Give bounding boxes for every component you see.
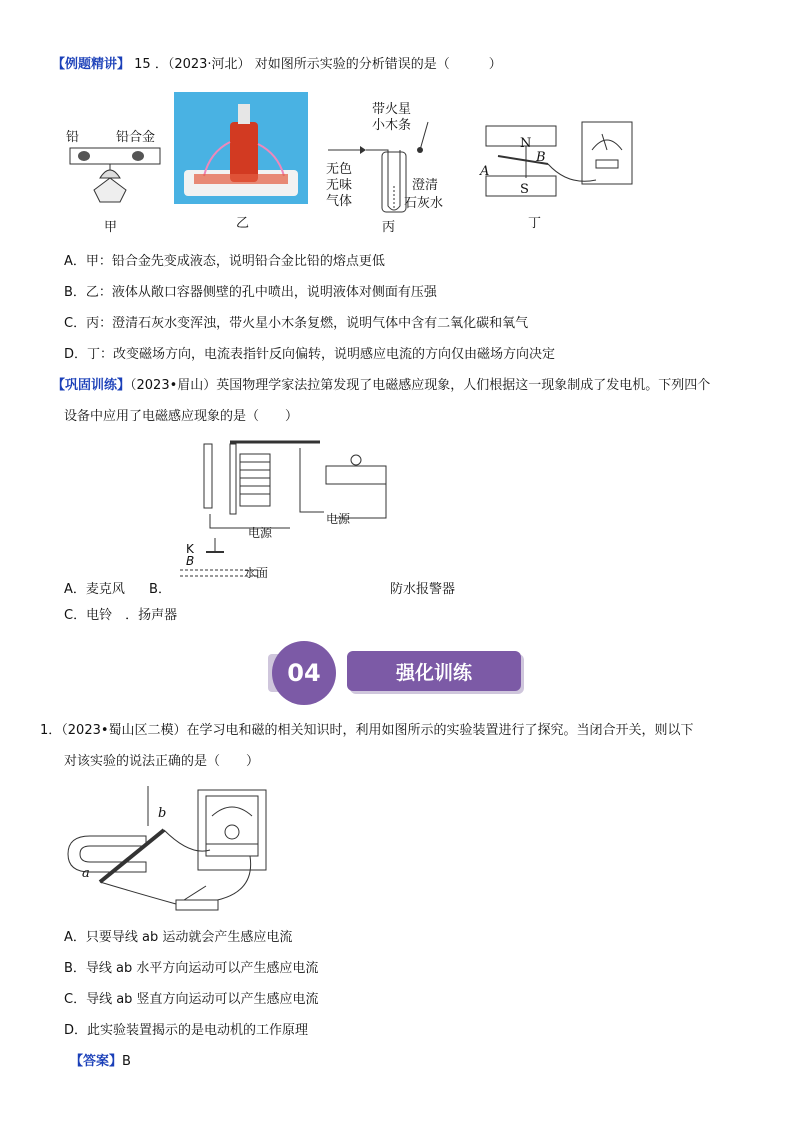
caption-jia: 甲	[104, 220, 118, 235]
label-water: 水面	[244, 566, 269, 580]
q1-answer	[70, 1053, 131, 1071]
induction-experiment	[60, 786, 280, 921]
figure-jia	[64, 120, 164, 235]
bottle-water-photo	[174, 92, 308, 204]
label-lime1: 澄清	[412, 178, 439, 193]
q1-line1: 1．（2023•蜀山区二模）在学习电和磁的相关知识时，利用如图所示的实验装置进行了探究。当闭合开关，则以下	[40, 723, 694, 738]
option-d: D．丁：改变磁场方向，电流表指针反向偏转，说明感应电流的方向仅由磁场方向决定	[64, 347, 556, 362]
electromagnetic-induction-apparatus	[478, 116, 638, 216]
label-power2: 电源	[326, 512, 351, 526]
practice-options-cd: C．电铃 ．扬声器	[64, 608, 178, 623]
practice-options-ab	[64, 581, 171, 599]
section-number-badge: 04	[272, 641, 336, 705]
q1-option-c: C．导线 ab 竖直方向运动可以产生感应电流	[64, 992, 319, 1007]
label-stick1: 带火星	[372, 102, 412, 117]
figure-bing	[324, 96, 454, 236]
example-source: ．（2023·河北）	[154, 57, 251, 72]
label-lime2: 石灰水	[404, 196, 444, 211]
q1-option-a: A．只要导线 ab 运动就会产生感应电流	[64, 930, 293, 945]
example-tag: 【例题精讲】	[52, 57, 131, 72]
figure-q1	[60, 786, 280, 921]
option-c: C．丙：澄清石灰水变浑浊，带火星小木条复燃，说明气体中含有二氧化碳和氧气	[64, 316, 529, 331]
label-S: S	[520, 182, 529, 197]
option-a: A．甲：铅合金先变成液态，说明铅合金比铅的熔点更低	[64, 254, 385, 269]
example-question: 对如图所示实验的分析错误的是（ ）	[254, 57, 502, 72]
label-A: A	[480, 164, 490, 179]
q1-option-d: D．此实验装置揭示的是电动机的工作原理	[64, 1023, 309, 1038]
answer-label: 【答案】	[70, 1054, 123, 1069]
label-N: N	[520, 136, 532, 151]
label-gas3: 气体	[326, 194, 353, 209]
label-power1: 电源	[248, 526, 273, 540]
q1-option-b: B．导线 ab 水平方向运动可以产生感应电流	[64, 961, 319, 976]
practice-line2: 设备中应用了电磁感应现象的是（ ）	[64, 409, 299, 424]
label-B2: B	[186, 554, 195, 568]
caption-ding: 丁	[528, 216, 542, 231]
q1-line2: 对该实验的说法正确的是（ ）	[64, 754, 260, 769]
caption-bing: 丙	[382, 220, 396, 235]
label-b: b	[158, 806, 167, 821]
answer-value: B	[122, 1054, 131, 1069]
label-lead: 铅	[66, 130, 80, 145]
figure-ding	[478, 116, 638, 231]
label-B: B	[536, 150, 546, 165]
practice-tag: 【巩固训练】	[52, 378, 131, 393]
practice-opt-b-caption: 防水报警器	[390, 582, 456, 597]
figure-water-alarm	[180, 434, 400, 584]
label-gas1: 无色	[326, 162, 353, 177]
practice-line1	[52, 377, 710, 395]
example-header	[52, 56, 502, 74]
figure-yi	[174, 92, 308, 234]
water-alarm-circuit	[180, 434, 400, 584]
practice-text1: （2023•眉山）英国物理学家法拉第发现了电磁感应现象，人们根据这一现象制成了发电机。下列四个	[130, 378, 711, 393]
label-K: K	[186, 542, 194, 556]
label-stick2: 小木条	[372, 118, 412, 133]
option-b: B．乙：液体从敞口容器侧壁的孔中喷出，说明液体对侧面有压强	[64, 285, 437, 300]
label-a: a	[82, 866, 90, 881]
practice-opt-b: B．	[149, 582, 171, 597]
caption-yi: 乙	[236, 216, 250, 231]
practice-opt-a: A．麦克风	[64, 582, 125, 597]
label-lead-alloy: 铅合金	[116, 130, 156, 145]
section-title: 强化训练	[347, 651, 521, 691]
label-gas2: 无味	[326, 178, 353, 193]
example-number: 15	[134, 57, 151, 72]
